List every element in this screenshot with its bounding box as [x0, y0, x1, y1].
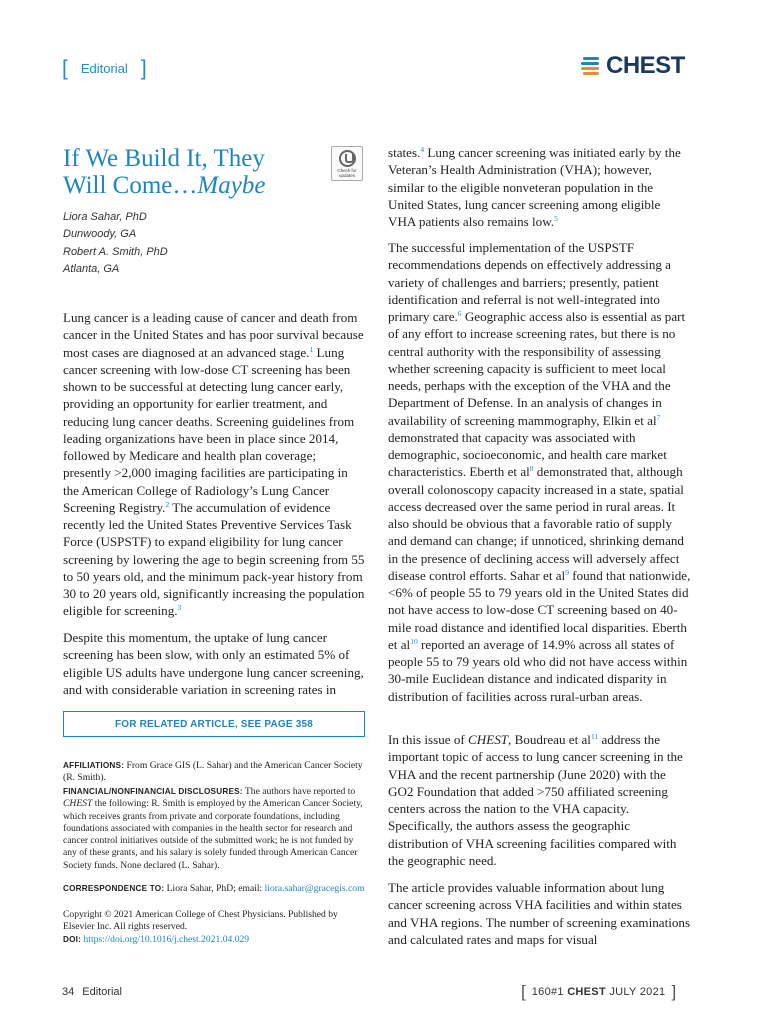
reference-link[interactable]: 11: [590, 732, 599, 741]
section-tag: [62, 57, 147, 79]
reference-link[interactable]: 4: [420, 145, 425, 154]
affiliations-note: [63, 760, 366, 785]
logo-text: CHEST: [606, 52, 685, 79]
page-footer-right: [521, 983, 676, 1000]
body-paragraph: [388, 239, 691, 705]
text-run: demonstrated that, although overall colonoscopy capacity increased in a state, spatial access decreased over the same period in rural areas. It also should be obvious that a favorable ratio of supply and demand can change; if unnoticed, shrinking demand in the presence of declining access will adversely affect disease control efforts. Sahar et al: [388, 464, 684, 583]
journal-logo: [581, 52, 685, 80]
journal-name: CHEST: [567, 985, 606, 998]
text-run: demonstrated that capacity was associated with demographic, socioeconomic, and health care market characteristics. Eberth et al: [388, 429, 667, 480]
author-location: Dunwoody, GA: [63, 228, 137, 241]
reference-link[interactable]: 7: [656, 412, 661, 422]
page-footer-left: [62, 986, 122, 998]
text-run: found that nationwide, <6% of people 55 to 79 years old in the United States did not have access to low-dose CT screening based on 40-mile road distance and identified local disparities. Eberth et al: [388, 567, 691, 652]
author-location: Atlanta, GA: [63, 262, 120, 275]
body-paragraph: [63, 629, 366, 698]
disclosures-label: FINANCIAL/NONFINANCIAL DISCLOSURES:: [63, 787, 243, 796]
journal-name: CHEST: [468, 732, 509, 747]
journal-citation: [532, 986, 666, 998]
related-article-link[interactable]: FOR RELATED ARTICLE, SEE PAGE 358: [63, 711, 365, 737]
right-bracket: ]: [671, 982, 677, 1001]
right-bracket: ]: [140, 56, 147, 80]
reference-link[interactable]: 6: [457, 309, 462, 318]
footer-section: Editorial: [82, 986, 122, 998]
correspondence-label: CORRESPONDENCE TO:: [63, 884, 165, 893]
text-run: address the important topic of access to lung cancer screening in the VHA and the recent partnership (June 2020) with the GO2 Foundation that added >750 affiliated screening centers across the nation to the VHA capacity. Specifically, the authors assess the geographic distribution of VHA screening facilities compared with the geographic need.: [388, 732, 683, 868]
reference-link[interactable]: 10: [410, 636, 418, 646]
reference-link[interactable]: 3: [177, 603, 182, 613]
correspondence-text: Liora Sahar, PhD; email:: [164, 883, 265, 894]
correspondence-note: [63, 883, 366, 895]
page-number: 34: [62, 986, 75, 998]
affiliations-label: AFFILIATIONS:: [63, 761, 125, 770]
text-run: , Boudreau et al: [508, 732, 591, 747]
text-run: The article provides valuable information about lung cancer screening across VHA facilities and within states and VHA regions. The number of screening examinations and calculated rates and maps for visual: [388, 880, 691, 947]
text-run: In this issue of: [388, 732, 469, 747]
journal-name: CHEST: [63, 798, 93, 810]
text-run: Lung cancer is a leading cause of cancer and death from cancer in the United States and has poor survival because most cases are diagnosed at an advanced stage.: [63, 310, 364, 360]
volume-issue: 160#1: [531, 985, 564, 998]
doi-note: [63, 934, 366, 946]
body-paragraph: [388, 144, 691, 230]
title-line2-prefix: Will Come…: [63, 172, 198, 199]
text-run: states.: [388, 145, 421, 160]
email-link[interactable]: liora.sahar@gracegis.com: [264, 883, 365, 894]
body-paragraph: [388, 879, 691, 948]
text-run: Geographic access also is essential as part of any effort to increase screening rates, but there is no central authority with the responsibility of assessing whether screening capacity is sufficient to meet local needs, perhaps with the exception of the VHA and the Department of Defense. In an analysis of changes in availability of screening mammography, Elkin et al: [388, 309, 686, 428]
reference-link[interactable]: 9: [565, 567, 569, 577]
text-run: The successful implementation of the USPSTF recommendations depends on effectively addressing a variety of challenges and barriers; presently, patient identification and referral is not well-integrated into primary care.: [388, 240, 671, 324]
title-line2-italic: Maybe: [197, 172, 266, 199]
author-list: [63, 209, 168, 278]
text-run: The accumulation of evidence recently led the United States Preventive Services Task Force (USPSTF) to expand eligibility for lung cancer screening by lowering the age to begin screening from 55 to 50 years old, and the minimum pack-year history from 30 to 20 years old, significantly increasing the population eligible for screening.: [63, 499, 365, 619]
badge-text: Check for updates: [337, 168, 357, 178]
text-run: Despite this momentum, the uptake of lung cancer screening has been slow, with only an estimated 5% of eligible US adults have undergone lung cancer screening, and with considerable variation in screening rates in: [63, 630, 364, 697]
affiliations-text: From Grace GIS (L. Sahar) and the American Cancer Society (R. Smith).: [63, 760, 363, 784]
disclosures-text: the following: R. Smith is employed by the American Cancer Society, which receives grants from private and corporate foundations, including foundations associated with companies in the health sector for research and cancer control initiatives outside of the submitted work; he is not funded by any of these grants, and his salary is solely funded through American Cancer Society funds. None declared (L. Sahar).: [63, 798, 363, 871]
article-title: [63, 145, 328, 199]
check-for-updates-badge[interactable]: [331, 146, 363, 181]
left-bracket: [: [62, 56, 68, 80]
reference-link[interactable]: 1: [309, 344, 314, 354]
text-run: Lung cancer screening was initiated early by the Veteran’s Health Administration (VHA); however, similar to the eligible nonveteran population in the United States, lung cancer screening among eligible VHA patients also remains low.: [388, 145, 681, 229]
body-paragraph: [388, 731, 691, 869]
author-name: Liora Sahar, PhD: [63, 211, 147, 223]
copyright-note: Copyright © 2021 American College of Chest Physicians. Published by Elsevier Inc. All rights reserved.: [63, 909, 338, 933]
disclosures-note: [63, 786, 366, 872]
doi-label: DOI:: [63, 935, 82, 944]
reference-link[interactable]: 2: [165, 499, 170, 509]
section-label: Editorial: [80, 60, 128, 76]
text-run: Lung cancer screening with low-dose CT screening has been shown to be successful at detecting lung cancer early, providing an opportunity for earlier treatment, and reducing lung cancer deaths. Screening guidelines from leading organizations have been in place since 2014, followed by Medicare and health plan coverage; presently >2,000 imaging facilities are participating in the American College of Radiology’s Lung Cancer Screening Registry.: [63, 344, 355, 515]
title-line1: If We Build It, They: [63, 145, 265, 172]
doi-link[interactable]: https://doi.org/10.1016/j.chest.2021.04.029: [83, 934, 250, 945]
reference-link[interactable]: 8: [529, 464, 534, 474]
author-name: Robert A. Smith, PhD: [63, 245, 168, 258]
body-paragraph: [63, 309, 366, 620]
text-run: reported an average of 14.9% across all states of people 55 to 79 years old who did not have access within 30-mile Euclidean distance and indicated disparity in distribution of facilities across rural-urban areas.: [388, 636, 688, 704]
left-bracket: [: [521, 982, 526, 1001]
updates-icon: [339, 150, 356, 167]
reference-link[interactable]: 5: [554, 214, 558, 223]
issue-date: JULY 2021: [609, 985, 666, 998]
chest-logo-icon: [581, 56, 603, 76]
disclosures-text: The authors have reported to: [242, 786, 356, 797]
